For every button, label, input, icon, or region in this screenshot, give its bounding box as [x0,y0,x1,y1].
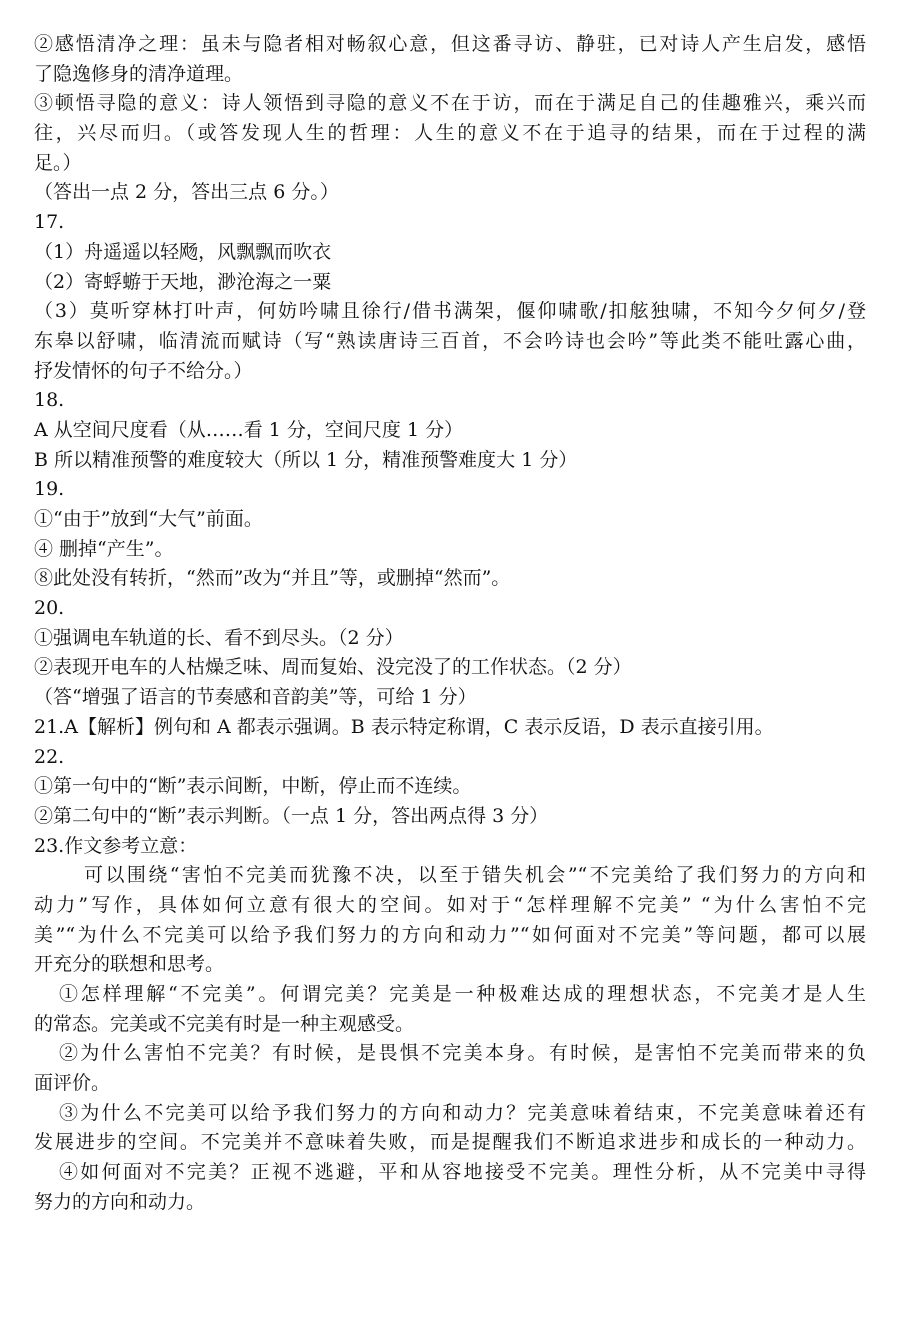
answer-line: A 从空间尺度看（从……看 1 分，空间尺度 1 分） [34,418,464,441]
scoring-note: （答“增强了语言的节奏感和音韵美”等，可给 1 分） [34,686,477,709]
essay-paragraph-line: 努力的方向和动力。 [34,1190,206,1213]
answer-line: （1）舟遥遥以轻飏，风飘飘而吹衣 [34,240,332,263]
essay-paragraph-line: ③为什么不完美可以给予我们努力的方向和动力？完美意味着结束，不完美意味着还有 [59,1101,866,1124]
answer-line: ②第二句中的“断”表示判断。（一点 1 分，答出两点得 3 分） [34,804,549,827]
question-number: 20. [34,597,65,620]
essay-paragraph-line: 可以围绕“害怕不完美而犹豫不决，以至于错失机会”“不完美给了我们努力的方向和 [84,864,866,887]
answer-line: （2）寄蜉蝣于天地，渺沧海之一粟 [34,270,332,293]
essay-paragraph-line: ②为什么害怕不完美？有时候，是畏惧不完美本身。有时候，是害怕不完美而带来的负 [59,1042,866,1065]
answer-line: ①第一句中的“断”表示间断，中断，停止而不连续。 [34,775,472,798]
question-number: 19. [34,478,65,501]
answer-line: ①“由于”放到“大气”前面。 [34,508,263,530]
answer-line: ②表现开电车的人枯燥乏味、周而复始、没完没了的工作状态。（2 分） [34,656,632,679]
answer-line: 21.A【解析】例句和 A 都表示强调。B 表示特定称谓，C 表示反语，D 表示直接引用。 [34,715,774,738]
answer-line: （3）莫听穿林打叶声，何妨吟啸且徐行/借书满架，偃仰啸歌/扣舷独啸，不知今夕何夕/登 [34,300,866,323]
answer-line: ①强调电车轨道的长、看不到尽头。（2 分） [34,626,404,649]
essay-paragraph-line: ①怎样理解“不完美”。何谓完美？完美是一种极难达成的理想状态，不完美才是人生 [59,983,866,1005]
answer-line: B 所以精准预警的难度较大（所以 1 分，精准预警难度大 1 分） [34,448,578,471]
answer-line: ⑧此处没有转折，“然而”改为“并且”等，或删掉“然而”。 [34,567,511,590]
essay-paragraph-line: 面评价。 [34,1072,111,1095]
essay-paragraph-line: 发展进步的空间。不完美并不意味着失败，而是提醒我们不断追求进步和成长的一种动力。 [34,1131,866,1154]
answer-line: 了隐逸修身的清净道理。 [34,62,244,85]
answer-line: ②感悟清净之理：虽未与隐者相对畅叙心意，但这番寻访、静驻，已对诗人产生启发，感悟 [34,33,866,55]
essay-paragraph-line: 开充分的联想和思考。 [34,953,225,976]
essay-paragraph-line: 的常态。完美或不完美有时是一种主观感受。 [34,1012,415,1035]
section-heading: 23.作文参考立意： [34,834,198,857]
question-number: 18. [34,389,65,412]
scoring-note: （答出一点 2 分，答出三点 6 分。） [34,181,339,204]
answer-line: ③顿悟寻隐的意义：诗人领悟到寻隐的意义不在于访，而在于满足自己的佳趣雅兴，乘兴而 [34,92,866,115]
answer-key-document [34,30,866,1218]
answer-line: 往，兴尽而归。（或答发现人生的哲理：人生的意义不在于追寻的结果，而在于过程的满 [34,122,866,145]
essay-paragraph-line: 美”“为什么不完美可以给予我们努力的方向和动力”“如何面对不完美”等问题，都可以展 [34,923,866,946]
answer-line: 抒发情怀的句子不给分。） [34,359,253,382]
answer-line: 足。） [34,151,82,174]
essay-paragraph-line: 动力”写作，具体如何立意有很大的空间。如对于“怎样理解不完美” “为什么害怕不完 [34,893,866,916]
answer-line: 东皋以舒啸，临清流而赋诗（写“熟读唐诗三百首，不会吟诗也会吟”等此类不能吐露心曲， [34,329,866,352]
answer-line: ④ 删掉“产生”。 [34,537,174,560]
question-number: 22. [34,745,65,768]
question-number: 17. [34,211,65,234]
essay-paragraph-line: ④如何面对不完美？正视不逃避，平和从容地接受不完美。理性分析，从不完美中寻得 [59,1161,866,1184]
